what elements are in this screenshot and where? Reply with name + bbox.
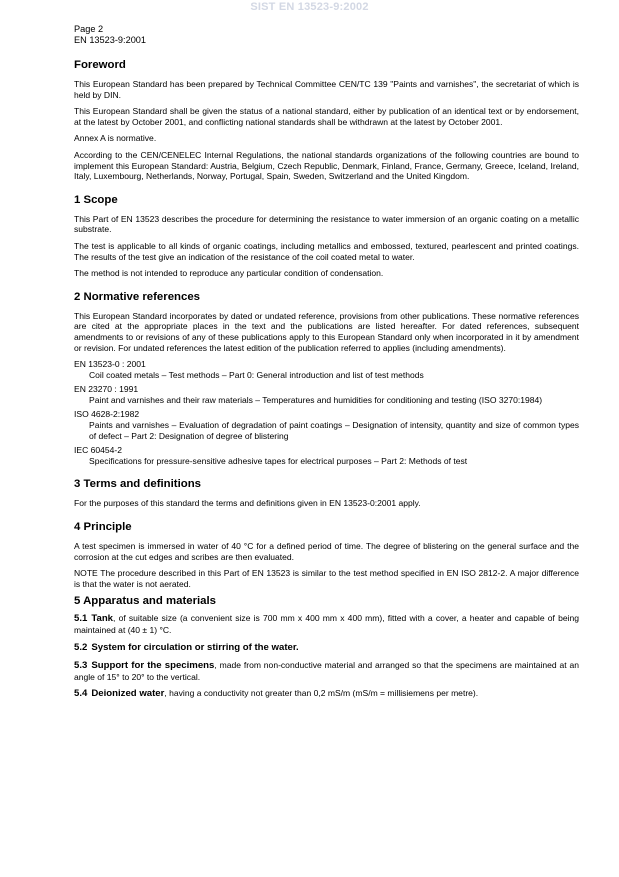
item-title: Tank xyxy=(91,613,114,625)
document-page xyxy=(74,24,579,706)
normative-references-section xyxy=(74,291,579,467)
item-title: System for circulation or stirring of the water. xyxy=(91,641,299,653)
reference-code: EN 13523-0 : 2001 xyxy=(74,359,146,370)
foreword-paragraph: This European Standard has been prepared by Technical Committee CEN/TC 139 "Paints and varnishes", the secretariat of which is held by DIN. xyxy=(74,79,579,100)
reference-title: Specifications for pressure-sensitive adhesive tapes for electrical purposes – Part 2: Methods of test xyxy=(89,455,468,466)
scope-paragraph: The method is not intended to reproduce any particular condition of condensation. xyxy=(74,268,384,279)
item-number: 5.4 xyxy=(74,688,88,700)
page-number: Page 2 xyxy=(74,24,104,34)
reference-code: ISO 4628-2:1982 xyxy=(74,409,140,420)
terms-heading: 3 Terms and definitions xyxy=(74,478,202,491)
principle-heading: 4 Principle xyxy=(74,521,132,534)
item-title: Deionized water xyxy=(91,688,165,700)
principle-section xyxy=(74,521,579,589)
reference-title: Coil coated metals – Test methods – Part 0: General introduction and list of test methods xyxy=(89,369,424,380)
reference-entry xyxy=(74,359,579,380)
foreword-paragraph: According to the CEN/CENELEC Internal Regulations, the national standards organizations of the following countries are bound to implement this European Standard: Austria, Belgium, Czech Republic, Denmark, Finland, France, Germany, Greece, Iceland, Ireland, Italy, Luxembourg, Netherlands, Norway, Portugal, Spain, Sweden, Switzerland and the United Kingdom. xyxy=(74,149,579,182)
reference-code: EN 23270 : 1991 xyxy=(74,384,139,395)
terms-section xyxy=(74,478,579,509)
reference-title: Paint and varnishes and their raw materials – Temperatures and humidities for conditioning and testing (ISO 3270:1984) xyxy=(89,394,543,405)
foreword-section xyxy=(74,59,579,182)
foreword-paragraph: Annex A is normative. xyxy=(74,133,157,144)
scope-paragraph: The test is applicable to all kinds of organic coatings, including metallics and embossed, textured, pearlescent and printed coatings. The results of the test give an indication of the resistance of the coil coated metal to water. xyxy=(74,240,579,262)
normative-references-heading: 2 Normative references xyxy=(74,290,200,303)
item-title: Support for the specimens xyxy=(91,660,215,672)
scope-section xyxy=(74,194,579,279)
apparatus-heading: 5 Apparatus and materials xyxy=(74,595,217,608)
reference-title: Paints and varnishes – Evaluation of degradation of paint coatings – Designation of intensity, quantity and size of common types of defect – Part 2: Designation of degree of blistering xyxy=(89,420,579,441)
apparatus-item xyxy=(74,688,579,700)
document-id: EN 13523-9:2001 xyxy=(74,35,147,45)
item-number: 5.3 xyxy=(74,660,88,672)
foreword-heading: Foreword xyxy=(74,59,126,71)
reference-code: IEC 60454-2 xyxy=(74,445,122,456)
scope-heading: 1 Scope xyxy=(74,193,118,206)
foreword-paragraph: This European Standard shall be given the status of a national standard, either by publication of an identical text or by endorsement, at the latest by October 2001, and conflicting national standards shall be withdrawn at the latest by October 2001. xyxy=(74,106,579,127)
principle-paragraph: A test specimen is immersed in water of 40 °C for a defined period of time. The degree of blistering on the general surface and the corrosion at the cut edges and scribes are then evaluated. xyxy=(74,541,579,562)
reference-entry xyxy=(74,445,579,466)
apparatus-item xyxy=(74,613,579,635)
item-text: , made from non-conductive material and arranged so that the specimens are maintained at an angle of 15° to 20° to the vertical. xyxy=(74,660,579,682)
item-number: 5.2 xyxy=(74,641,88,653)
terms-paragraph: For the purposes of this standard the terms and definitions given in EN 13523-0:2001 apply. xyxy=(74,498,421,509)
reference-entry xyxy=(74,384,579,405)
item-text: , of suitable size (a convenient size is 700 mm x 400 mm x 400 mm), fitted with a cover, a heater and capable of being maintained at (40 ± 1) °C. xyxy=(74,613,579,635)
watermark: SIST EN 13523-9:2002 xyxy=(250,1,369,13)
principle-note: NOTE The procedure described in this Part of EN 13523 is similar to the test method specified in EN ISO 2812-2. A major difference is that the water is not aerated. xyxy=(74,568,579,589)
apparatus-item xyxy=(74,660,579,682)
normative-references-intro: This European Standard incorporates by dated or undated reference, provisions from other publications. These normative references are cited at the appropriate places in the text and the publications are listed hereafter. For dated references, subsequent amendments to or revisions of any of these publications apply to this European Standard only when incorporated in it by amendment or revision. For undated references the latest edition of the publication referred to applies (including amendments). xyxy=(74,310,579,353)
apparatus-section xyxy=(74,595,579,700)
apparatus-item xyxy=(74,642,579,654)
item-text: , having a conductivity not greater than 0,2 mS/m (mS/m = millisiemens per metre). xyxy=(164,688,479,699)
item-number: 5.1 xyxy=(74,613,88,625)
scope-paragraph: This Part of EN 13523 describes the procedure for determining the resistance to water immersion of an organic coating on a metallic substrate. xyxy=(74,213,579,235)
reference-entry xyxy=(74,409,579,441)
